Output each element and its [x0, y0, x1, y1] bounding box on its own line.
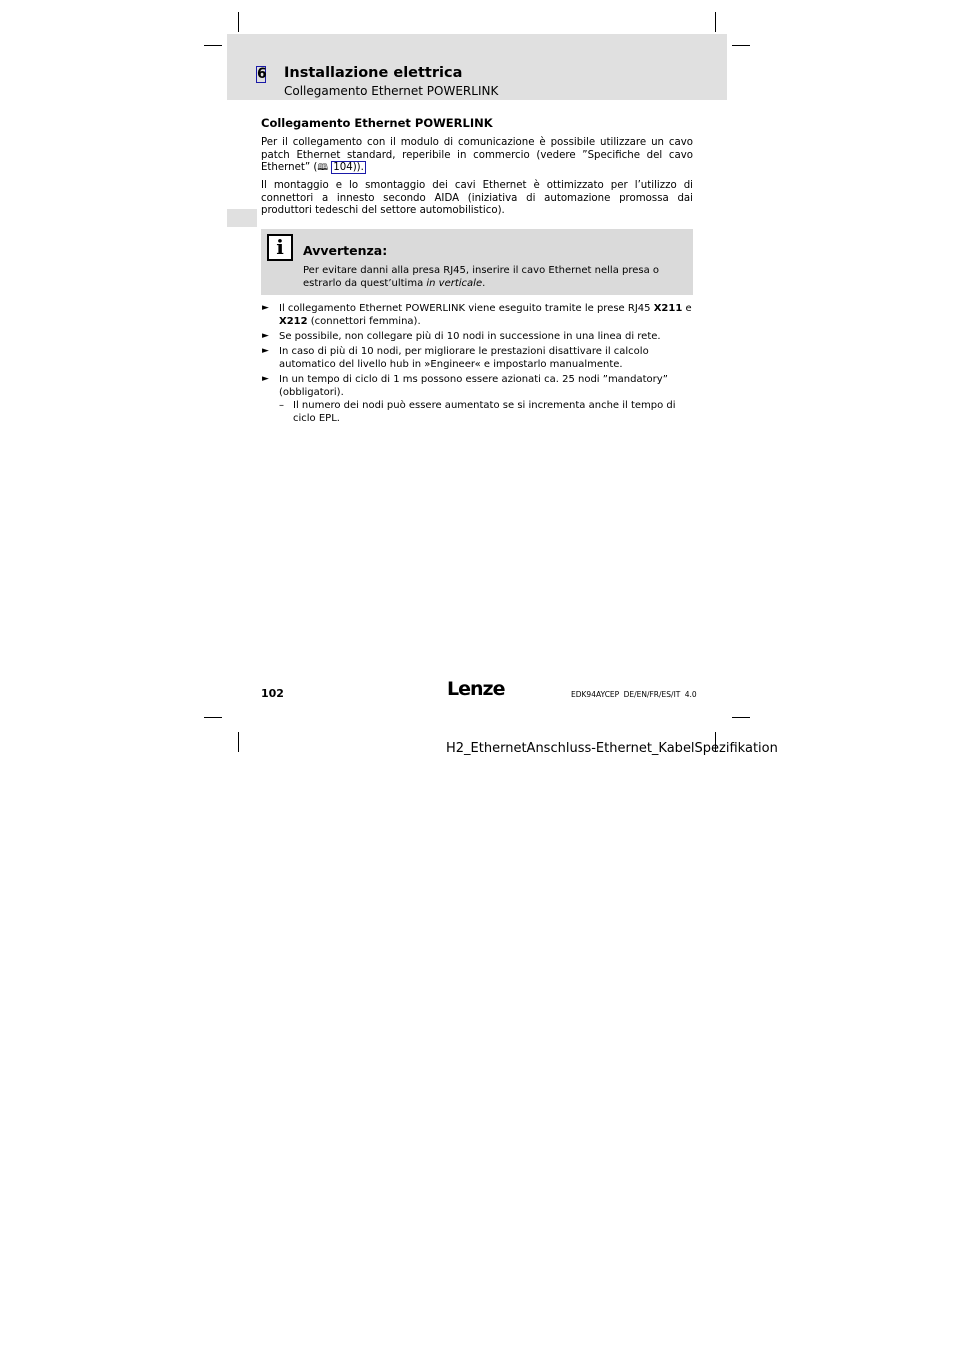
list-item-text: Se possibile, non collegare più di 10 nodi in successione in una linea di rete. — [279, 331, 661, 342]
chapter-title: Installazione elettrica — [284, 65, 463, 81]
list-item — [261, 373, 695, 425]
sub-list-item-text: Il numero dei nodi può essere aumentato se si incrementa anche il tempo di ciclo EPL. — [293, 400, 676, 424]
bullet-arrow-icon: ► — [262, 346, 269, 356]
dash-marker: – — [279, 400, 284, 411]
bullet-arrow-icon: ► — [262, 331, 269, 341]
note-title: Avvertenza: — [303, 243, 388, 258]
paragraph-text: Per il collegamento con il modulo di comunicazione è possibile utilizzare un cavo patch Ethernet standard, reperibile in commercio (vedere ”Specifiche del cavo Ethernet” ( — [261, 137, 693, 174]
bullet-arrow-icon: ► — [262, 303, 269, 313]
bullet-list — [261, 302, 695, 427]
list-item — [261, 345, 695, 371]
crop-mark — [204, 45, 222, 46]
crop-mark — [238, 732, 239, 752]
list-item-text: e — [682, 303, 692, 314]
list-item-text: (connettori femmina). — [307, 316, 421, 327]
note-box — [261, 229, 693, 295]
list-item-text: Il collegamento Ethernet POWERLINK viene eseguito tramite le prese RJ45 — [279, 303, 654, 314]
file-label: H2_EthernetAnschluss-Ethernet_KabelSpezifikation — [446, 741, 778, 756]
document-code: EDK94AYCEP DE/EN/FR/ES/IT 4.0 — [571, 690, 697, 699]
note-text-emphasis: in verticale — [426, 277, 483, 289]
note-text — [303, 265, 688, 290]
list-item — [261, 330, 695, 343]
paragraph-aida: Il montaggio e lo smontaggio dei cavi Ethernet è ottimizzato per l’utilizzo di connettori a innesto secondo AIDA (iniziativa di automazione promossa dai produttori tedeschi del settore automobilistico). — [261, 180, 693, 217]
crop-mark — [238, 12, 239, 32]
page-number: 102 — [261, 687, 284, 700]
chapter-subtitle: Collegamento Ethernet POWERLINK — [284, 84, 499, 98]
book-icon: 🕮 — [317, 163, 328, 174]
crop-mark — [204, 717, 222, 718]
section-heading: Collegamento Ethernet POWERLINK — [261, 116, 493, 130]
paragraph-cable-spec — [261, 137, 693, 175]
sub-list-item — [279, 399, 695, 425]
page-reference-link[interactable]: 104)). — [333, 162, 364, 174]
note-text-part: . — [482, 277, 486, 289]
crop-mark — [715, 12, 716, 32]
note-text-part: Per evitare danni alla presa RJ45, inserire il cavo Ethernet nella presa o estrarlo da quest’ultima — [303, 265, 660, 289]
info-icon: i — [267, 234, 293, 261]
crop-mark — [732, 45, 750, 46]
lenze-logo: Lenze — [447, 678, 505, 700]
crop-mark — [732, 717, 750, 718]
list-item-text: In caso di più di 10 nodi, per migliorare le prestazioni disattivare il calcolo automatico del livello hub in »Engineer« e impostarlo manualmente. — [279, 346, 649, 370]
side-thumb-tab — [227, 209, 257, 227]
connector-label: X211 — [653, 303, 683, 314]
connector-label: X212 — [279, 316, 308, 327]
chapter-number-link[interactable]: 6 — [257, 66, 267, 82]
bullet-arrow-icon: ► — [262, 374, 269, 384]
list-item-text: In un tempo di ciclo di 1 ms possono essere azionati ca. 25 nodi ”mandatory” (obbligatori). — [279, 374, 668, 398]
list-item — [261, 302, 695, 328]
